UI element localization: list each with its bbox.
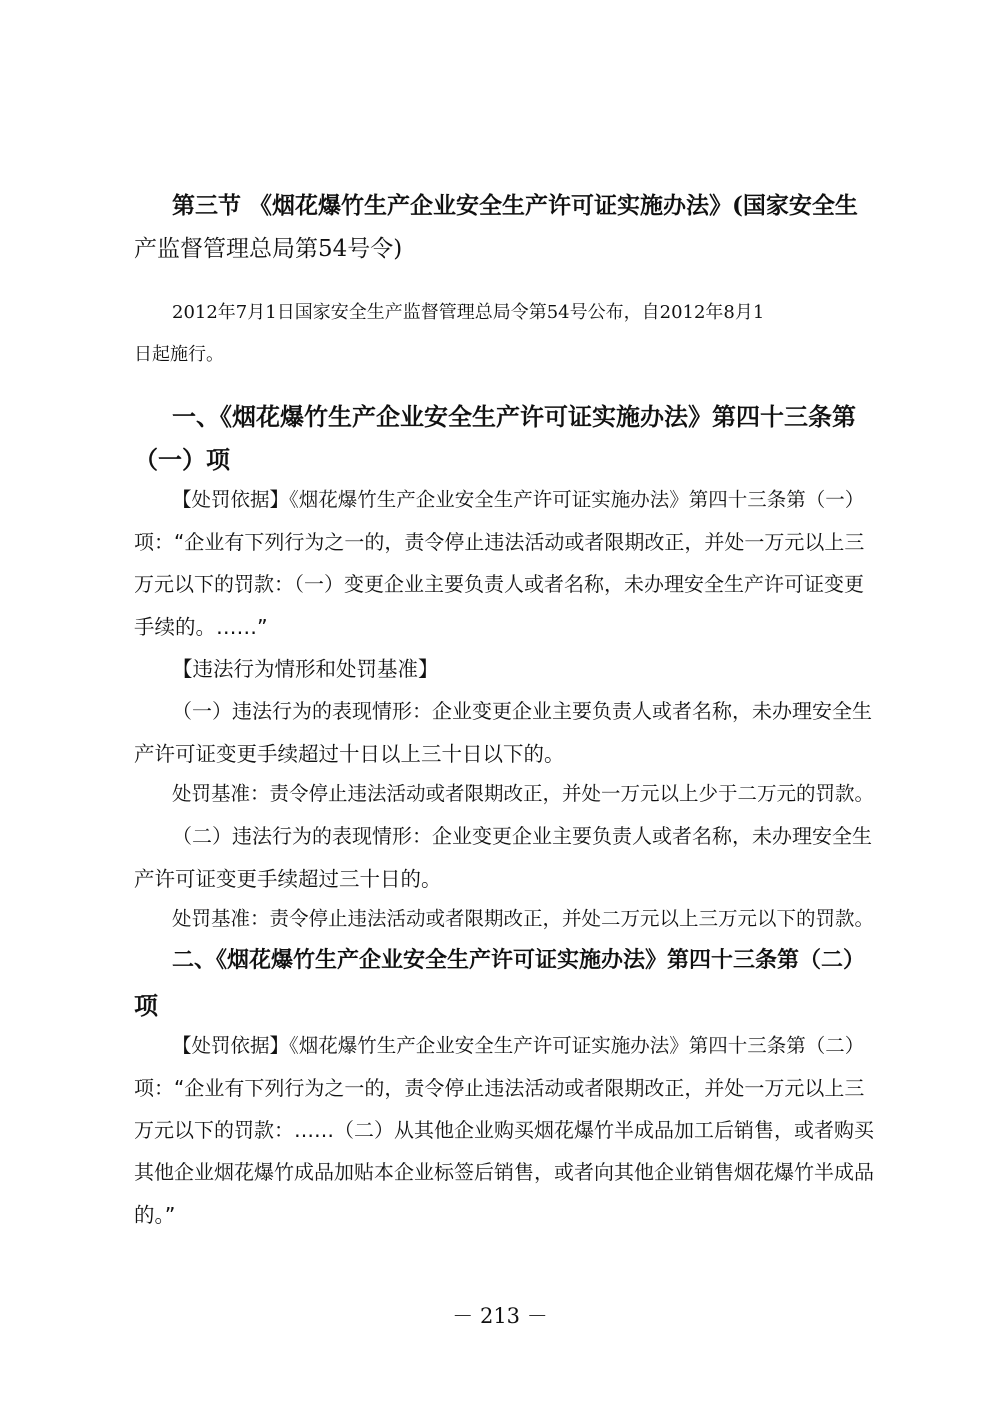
- item2-basis-line-2: 项：“企业有下列行为之一的，责令停止违法活动或者限期改正，并处一万元以上三: [134, 1076, 865, 1100]
- item1-case2-line-1: （二）违法行为的表现情形：企业变更企业主要负责人或者名称，未办理安全生: [172, 824, 872, 848]
- item2-basis-line-3: 万元以下的罚款：……（二）从其他企业购买烟花爆竹半成品加工后销售，或者购买: [134, 1118, 874, 1142]
- page-number: － 213 －: [452, 1304, 548, 1328]
- intro-line-1: 2012年7月1日国家安全生产监督管理总局令第54号公布，自2012年8月1: [172, 302, 765, 323]
- item1-heading-line-1: 一、《烟花爆竹生产企业安全生产许可证实施办法》第四十三条第: [172, 402, 856, 431]
- item1-case2-penalty: 处罚基准：责令停止违法活动或者限期改正，并处二万元以上三万元以下的罚款。: [172, 907, 875, 930]
- item1-basis-line-3: 万元以下的罚款：（一）变更企业主要负责人或者名称，未办理安全生产许可证变更: [134, 572, 864, 596]
- item1-heading-line-2: （一）项: [134, 445, 230, 474]
- item1-standard-title: 【违法行为情形和处罚基准】: [172, 657, 439, 681]
- section-title-line-1: 第三节 《烟花爆竹生产企业安全生产许可证实施办法》(国家安全生: [172, 192, 858, 219]
- item1-case1-line-2: 产许可证变更手续超过十日以上三十日以下的。: [134, 742, 565, 766]
- item2-basis-line-5: 的。”: [134, 1203, 176, 1227]
- item1-case1-penalty: 处罚基准：责令停止违法活动或者限期改正，并处一万元以上少于二万元的罚款。: [172, 782, 875, 805]
- section-title-line-2: 产监督管理总局第54号令): [134, 236, 403, 262]
- item1-basis-line-1: 【处罚依据】《烟花爆竹生产企业安全生产许可证实施办法》第四十三条第（一）: [172, 488, 865, 511]
- item2-basis-line-1: 【处罚依据】《烟花爆竹生产企业安全生产许可证实施办法》第四十三条第（二）: [172, 1034, 865, 1057]
- item1-basis-line-4: 手续的。……”: [134, 615, 268, 639]
- item2-heading-line-1: 二、《烟花爆竹生产企业安全生产许可证实施办法》第四十三条第（二）: [172, 947, 866, 973]
- item1-case1-line-1: （一）违法行为的表现情形：企业变更企业主要负责人或者名称，未办理安全生: [172, 699, 872, 723]
- intro-line-2: 日起施行。: [134, 344, 224, 365]
- item2-heading-line-2: 项: [134, 991, 158, 1020]
- item1-basis-line-2: 项：“企业有下列行为之一的，责令停止违法活动或者限期改正，并处一万元以上三: [134, 530, 865, 554]
- item2-basis-line-4: 其他企业烟花爆竹成品加贴本企业标签后销售，或者向其他企业销售烟花爆竹半成品: [134, 1160, 874, 1184]
- item1-case2-line-2: 产许可证变更手续超过三十日的。: [134, 867, 442, 891]
